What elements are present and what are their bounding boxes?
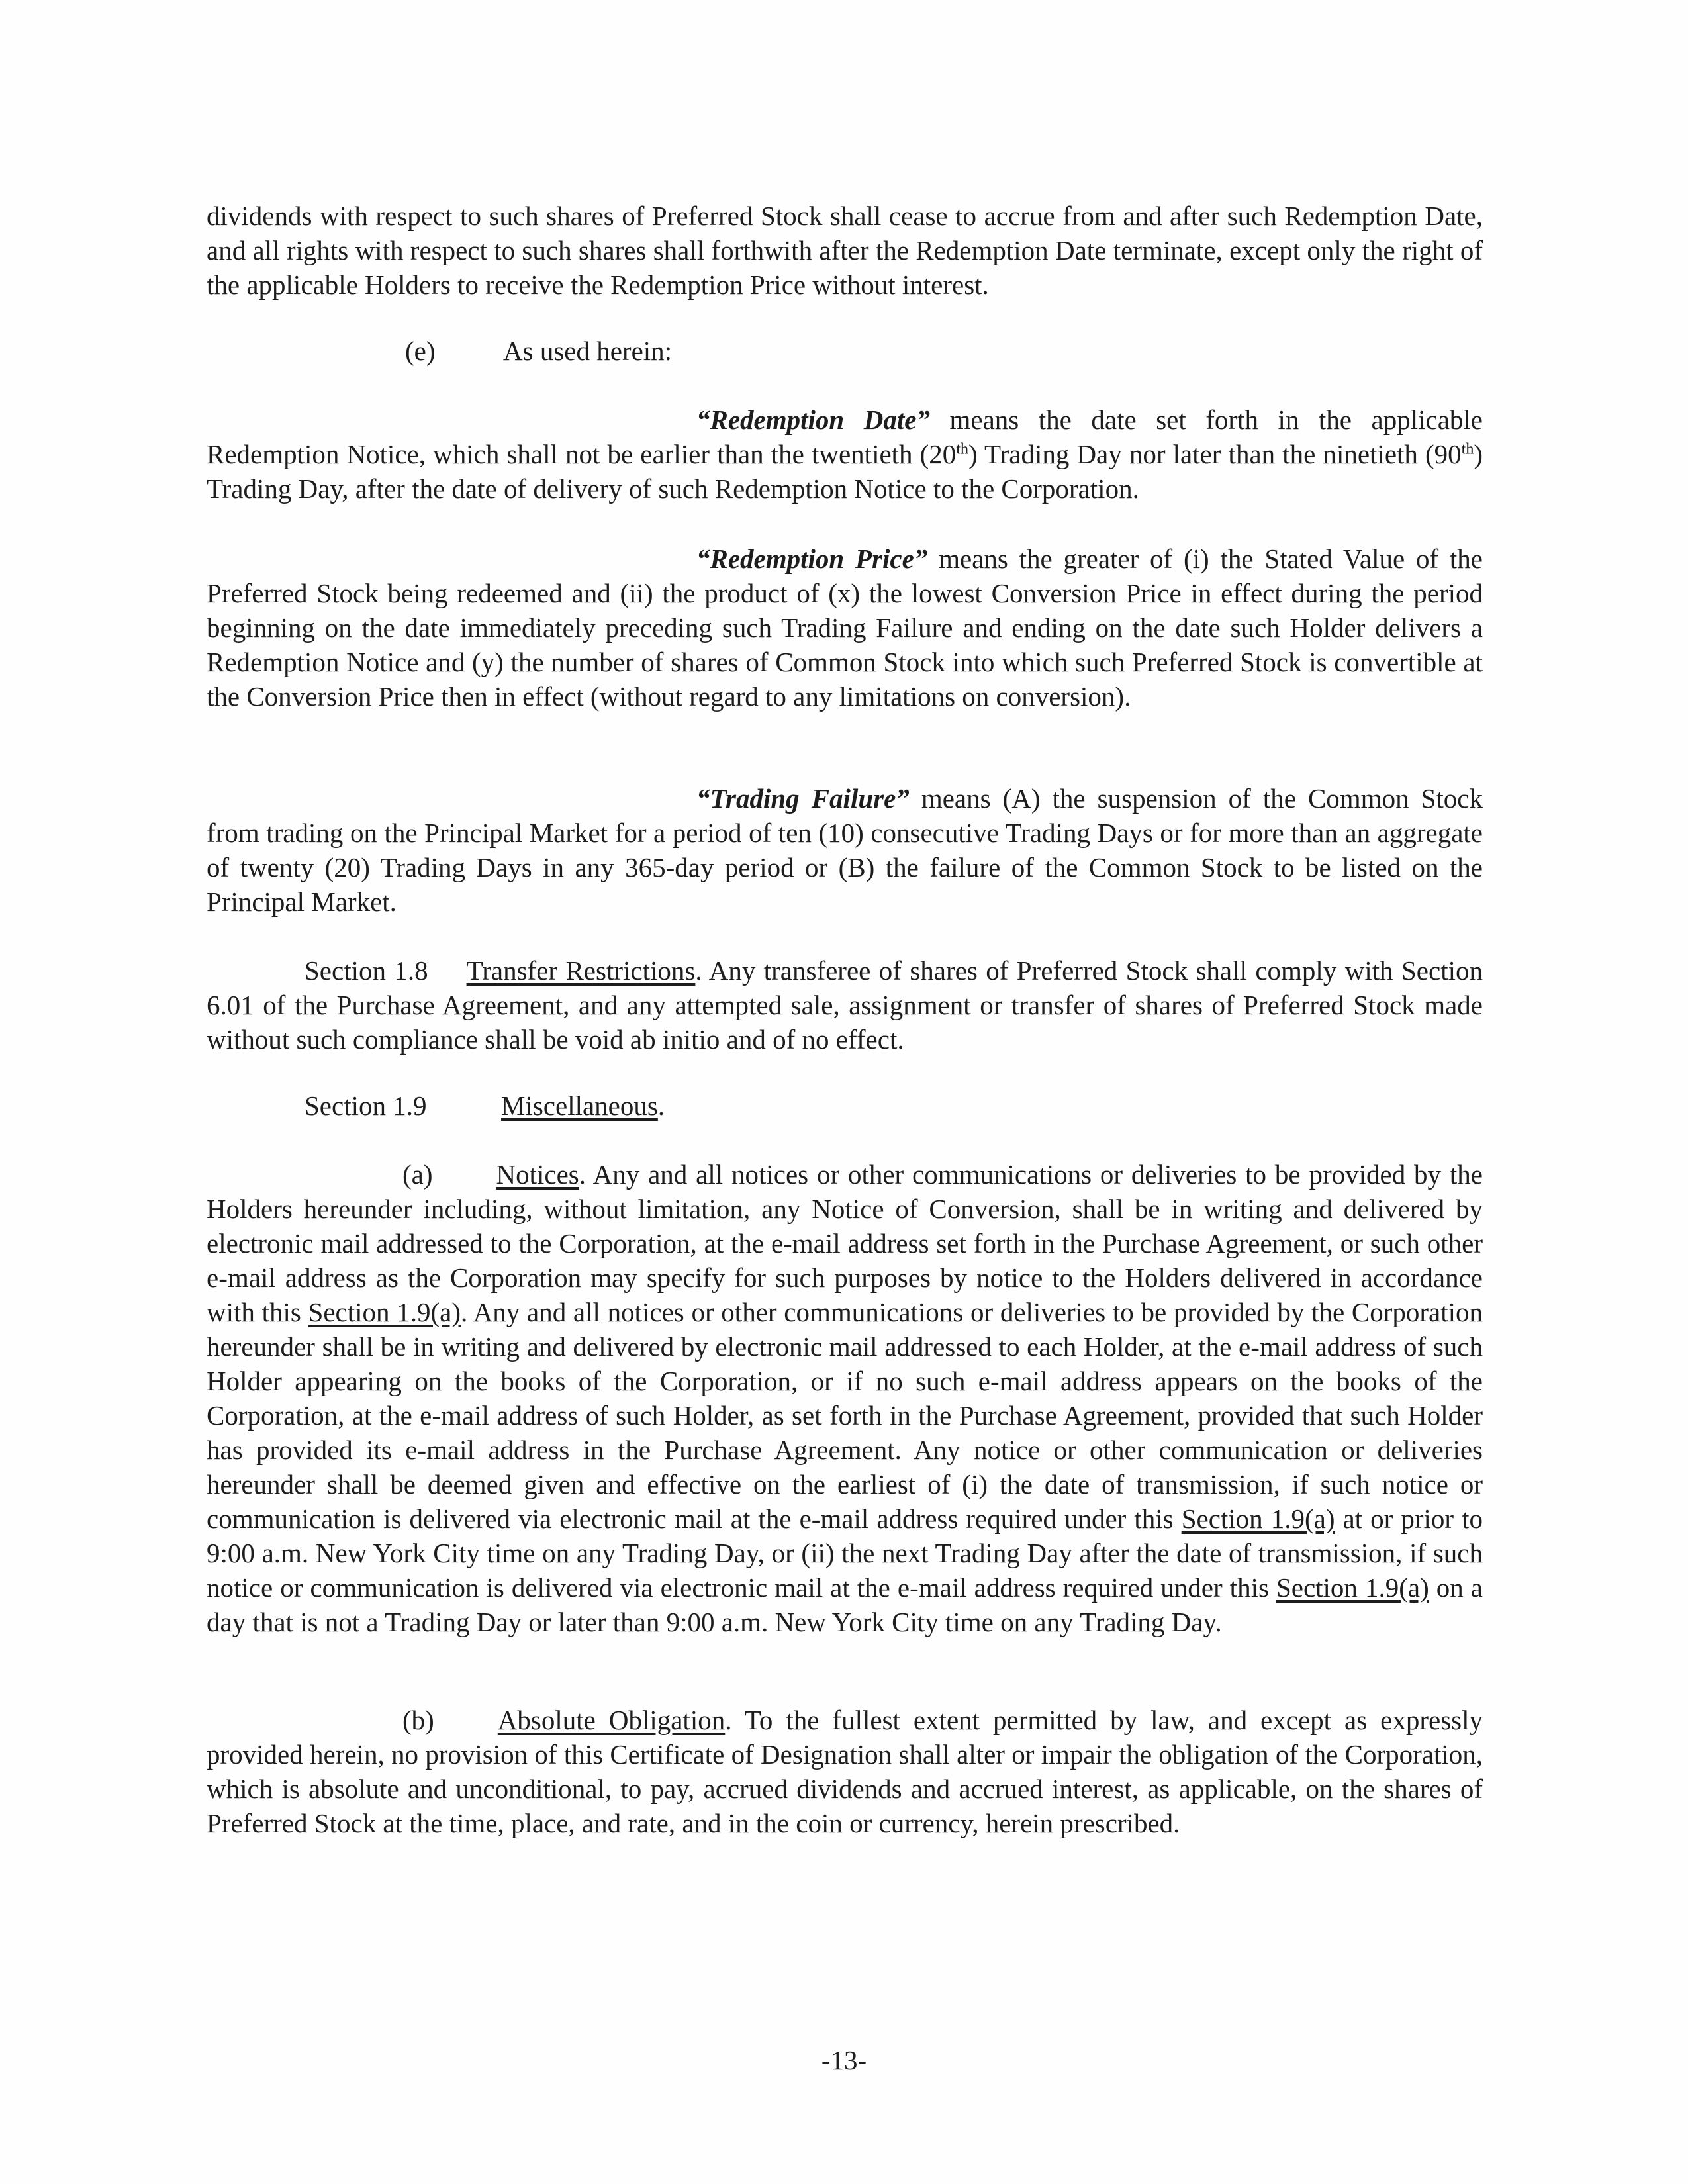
subsection-text: on a day that is not a Trading Day or later than 9:00 a.m. New York City time on any Trading Day.	[207, 1572, 1483, 1637]
section-label: Section 1.8	[305, 955, 428, 986]
definition-text: means the date set forth in the applicable Redemption Notice, which shall not be earlier than the twentieth (20	[207, 404, 1483, 469]
section-heading: Transfer Restrictions	[466, 955, 696, 986]
page-number: -13-	[821, 2045, 867, 2075]
item-e-label: (e)	[405, 336, 436, 366]
subsection-text: at or prior to 9:00 a.m. New York City time on any Trading Day, or (ii) the next Trading Day after the date of transmission, if such notice or communication is delivered via electronic mail at the e-mail address required under this	[207, 1503, 1483, 1603]
ordinal-suffix: th	[1461, 440, 1474, 458]
ordinal-suffix: th	[956, 440, 968, 458]
subsection-absolute-obligation	[207, 1703, 1483, 1840]
definition-text: means (A) the suspension of the Common Stock from trading on the Principal Market for a period of ten (10) consecutive Trading Days or for more than an aggregate of twenty (20) Trading Days in any 365-day period or (B) the failure of the Common Stock to be listed on the Principal Market.	[207, 783, 1483, 917]
definition-term: “Redemption Date”	[696, 404, 930, 435]
subsection-text: . Any and all notices or other communications or deliveries to be provided by the Holders hereunder including, without limitation, any Notice of Conversion, shall be in writing and delivered by electronic mail addressed to the Corporation, at the e-mail address set forth in the Purchase Agreement, or such other e-mail address as the Corporation may specify for such purposes by notice to the Holders delivered in accordance with this	[207, 1159, 1483, 1327]
subsection-label: (a)	[402, 1159, 433, 1190]
item-e-text: As used herein:	[503, 336, 673, 366]
definition-redemption-date	[207, 403, 1483, 506]
subsection-label: (b)	[402, 1705, 434, 1735]
intro-paragraph	[207, 199, 1483, 302]
definition-text: ) Trading Day, after the date of delivery of such Redemption Notice to the Corporation.	[207, 439, 1483, 504]
section-text: . Any transferee of shares of Preferred Stock shall comply with Section 6.01 of the Purchase Agreement, and any attempted sale, assignment or transfer of shares of Preferred Stock made without such compliance shall be void ab initio and of no effect.	[207, 955, 1483, 1055]
section-1-9-period: .	[657, 1090, 665, 1121]
subsection-text: . To the fullest extent permitted by law, and except as expressly provided herein, no provision of this Certificate of Designation shall alter or impair the obligation of the Corporation, which is absolute and unconditional, to pay, accrued dividends and accrued interest, as applicable, on the shares of Preferred Stock at the time, place, and rate, and in the coin or currency, herein prescribed.	[207, 1705, 1483, 1838]
definition-redemption-price	[207, 542, 1483, 714]
cross-reference: Section 1.9(a)	[1276, 1572, 1429, 1603]
subsection-heading: Notices	[496, 1159, 579, 1190]
definition-term: “Redemption Price”	[696, 544, 928, 574]
subsection-notices	[207, 1157, 1483, 1639]
definition-trading-failure	[207, 781, 1483, 919]
intro-text: dividends with respect to such shares of Preferred Stock shall cease to accrue from and after such Redemption Date, and all rights with respect to such shares shall forthwith after the Redemption Date terminate, except only the right of the applicable Holders to receive the Redemption Price without interest.	[207, 201, 1483, 300]
section-1-9-label: Section 1.9	[305, 1090, 427, 1121]
cross-reference: Section 1.9(a)	[1181, 1503, 1335, 1534]
definition-text: ) Trading Day nor later than the ninetieth (90	[968, 439, 1462, 469]
section-1-8	[207, 953, 1483, 1057]
subsection-text: . Any and all notices or other communications or deliveries to be provided by the Corporation hereunder shall be in writing and delivered by electronic mail addressed to each Holder, at the e-mail address of such Holder appearing on the books of the Corporation, or if no such e-mail address appears on the books of the Corporation, at the e-mail address of such Holder, as set forth in the Purchase Agreement, provided that such Holder has provided its e-mail address in the Purchase Agreement. Any notice or other communication or deliveries hereunder shall be deemed given and effective on the earliest of (i) the date of transmission, if such notice or communication is delivered via electronic mail at the e-mail address required under this	[207, 1297, 1483, 1534]
definition-term: “Trading Failure”	[696, 783, 910, 814]
subsection-heading: Absolute Obligation	[497, 1705, 726, 1735]
section-1-9-heading-wrap	[501, 1090, 665, 1121]
definition-text: means the greater of (i) the Stated Value of the Preferred Stock being redeemed and (ii) the product of (x) the lowest Conversion Price in effect during the period beginning on the date immediately preceding such Trading Failure and ending on the date such Holder delivers a Redemption Notice and (y) the number of shares of Common Stock into which such Preferred Stock is convertible at the Conversion Price then in effect (without regard to any limitations on conversion).	[207, 544, 1483, 712]
section-1-9-heading: Miscellaneous	[501, 1090, 658, 1121]
cross-reference: Section 1.9(a)	[308, 1297, 461, 1327]
